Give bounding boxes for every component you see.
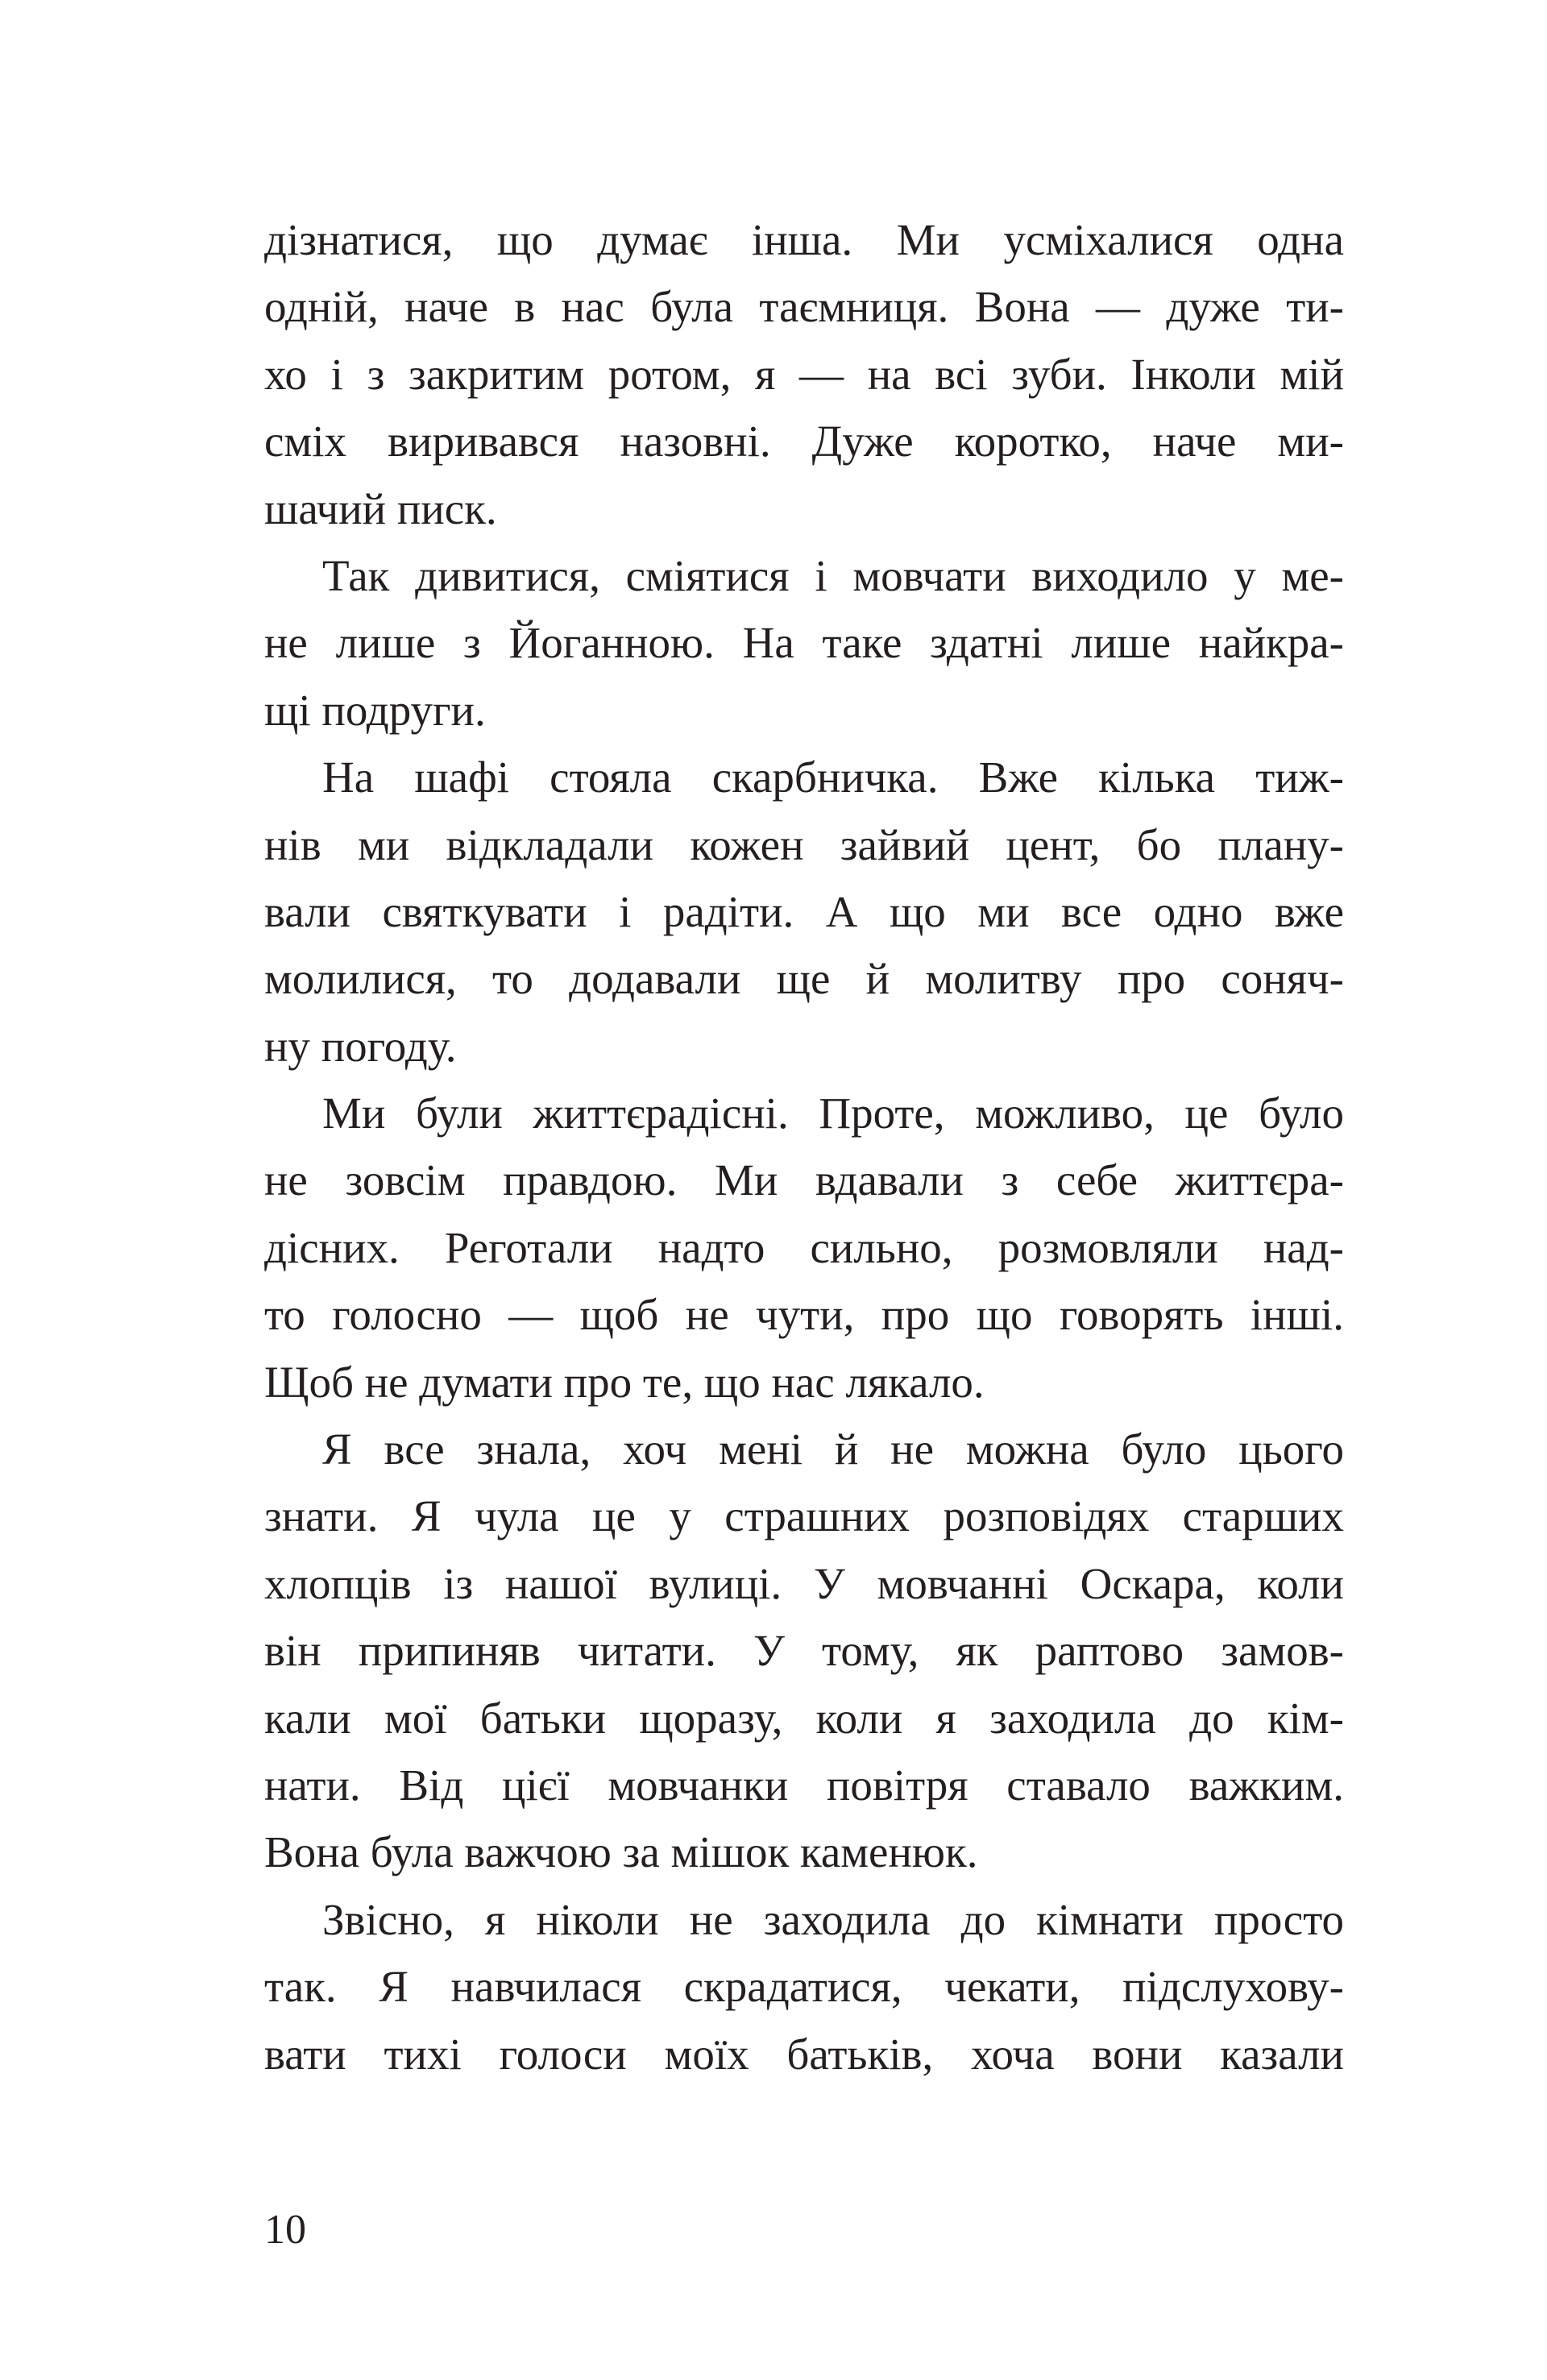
text-line: Щоб не думати про те, що нас лякало.	[264, 1357, 985, 1407]
text-line: На шафі стояла скарбничка. Вже кілька тиж-	[322, 753, 1344, 802]
text-line: знати. Я чула це у страшних розповідях старших	[264, 1491, 1344, 1541]
text-line: не зовсім правдою. Ми вдавали з себе життєра-	[264, 1155, 1344, 1205]
text-line: хлопців із нашої вулиці. У мовчанні Оскара, коли	[264, 1558, 1344, 1608]
text-line: нати. Від цієї мовчанки повітря ставало важким.	[264, 1760, 1344, 1810]
page-number: 10	[264, 2207, 306, 2253]
text-line: кали мої батьки щоразу, коли я заходила до кім-	[264, 1693, 1344, 1743]
text-line: так. Я навчилася скрадатися, чекати, підслухову-	[264, 1962, 1344, 2012]
text-line: ну погоду.	[264, 1021, 457, 1071]
text-line: хо і з закритим ротом, я — на всі зуби. Інколи мій	[264, 349, 1344, 399]
text-line: Так дивитися, сміятися і мовчати виходило у ме-	[322, 550, 1344, 600]
text-line: дізнатися, що думає інша. Ми усміхалися одна	[264, 215, 1344, 264]
text-line: Ми були життєрадісні. Проте, можливо, це було	[322, 1088, 1344, 1138]
text-line: дісних. Реготали надто сильно, розмовляли над-	[264, 1222, 1344, 1272]
text-line: Вона була важчою за мішок каменюк.	[264, 1827, 978, 1877]
text-line: одній, наче в нас була таємниця. Вона — дуже ти-	[264, 282, 1344, 332]
text-line: вали святкувати і радіти. А що ми все одно вже	[264, 886, 1344, 936]
text-line: сміх виривався назовні. Дуже коротко, наче ми-	[264, 417, 1344, 466]
text-line: шачий писк.	[264, 483, 497, 533]
text-line: молилися, то додавали ще й молитву про соняч-	[264, 954, 1344, 1004]
page-body	[264, 206, 1344, 2088]
text-line: то голосно — щоб не чути, про що говорять інші.	[264, 1290, 1344, 1340]
text-line: нів ми відкладали кожен зайвий цент, бо плану-	[264, 819, 1344, 869]
text-line: вати тихі голоси моїх батьків, хоча вони казали	[264, 2029, 1344, 2079]
text-line: не лише з Йоганною. На таке здатні лише найкра-	[264, 618, 1344, 668]
text-line: Звісно, я ніколи не заходила до кімнати просто	[322, 1894, 1344, 1944]
text-line: щі подруги.	[264, 685, 486, 735]
text-line: Я все знала, хоч мені й не можна було цього	[322, 1424, 1344, 1474]
text-line: він припиняв читати. У тому, як раптово замов-	[264, 1626, 1344, 1676]
